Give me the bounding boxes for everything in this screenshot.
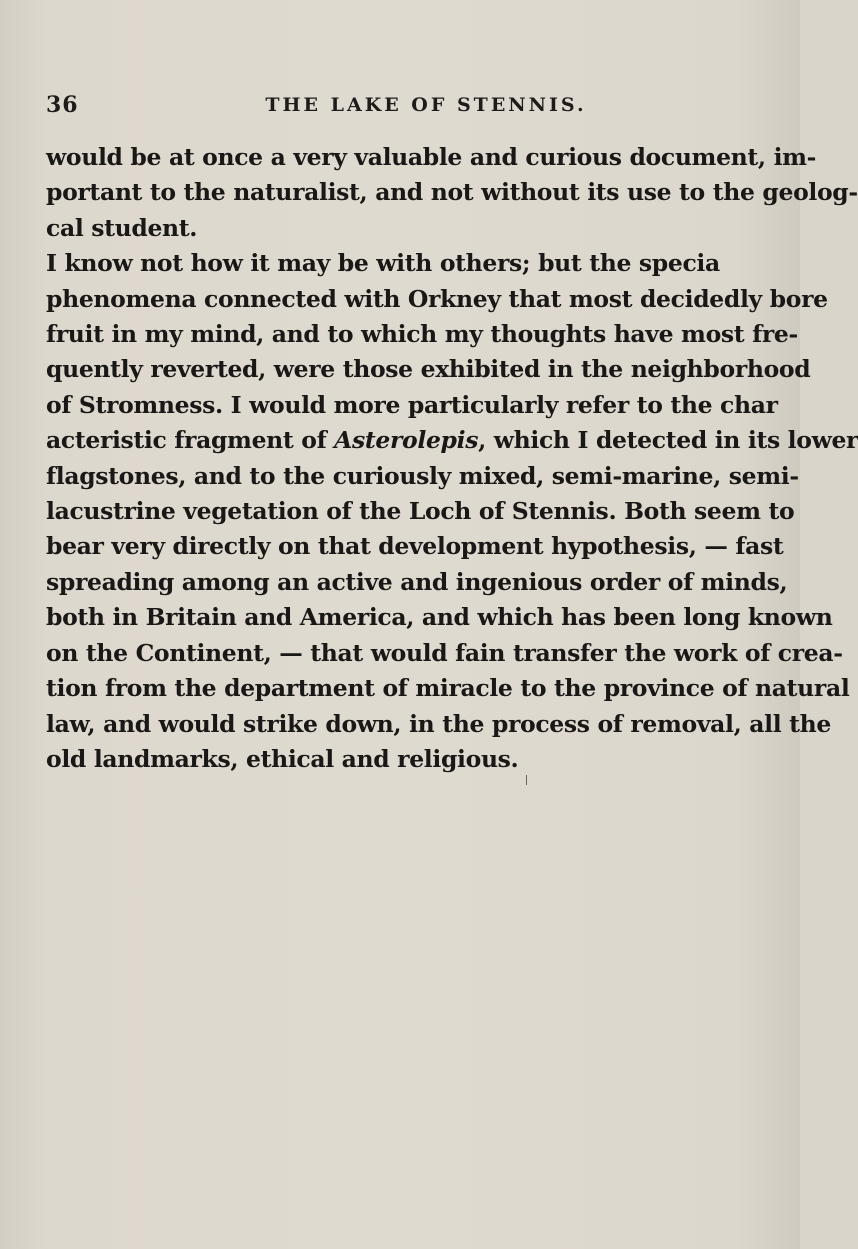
paragraph-2	[46, 246, 858, 777]
page-number: 36	[46, 92, 79, 118]
body-text	[46, 140, 858, 777]
text-line: portant to the naturalist, and not without its use to the geolog-	[46, 178, 858, 207]
text-line: quently reverted, were those exhibited in the neighborhood	[46, 355, 811, 384]
text-line: phenomena connected with Orkney that most decidedly bore	[46, 284, 828, 313]
text-line: fruit in my mind, and to which my thoughts have most fre-	[46, 320, 798, 349]
text-line: law, and would strike down, in the process of removal, all the	[46, 709, 831, 738]
text-line: old landmarks, ethical and religious.	[46, 744, 519, 773]
text-line: both in Britain and America, and which has been long known	[46, 603, 833, 632]
text-line: I know not how it may be with others; but the specia	[46, 249, 720, 278]
stray-ink-mark	[526, 775, 527, 785]
text-line: acteristic fragment of Asterolepis, which I detected in its lower	[46, 426, 858, 455]
text-line: on the Continent, — that would fain transfer the work of crea-	[46, 638, 843, 667]
text-line: spreading among an active and ingenious order of minds,	[46, 567, 788, 596]
paragraph-1	[46, 140, 858, 246]
text-line: bear very directly on that development hypothesis, — fast	[46, 532, 784, 561]
text-line: flagstones, and to the curiously mixed, semi-marine, semi-	[46, 461, 799, 490]
text-line: lacustrine vegetation of the Loch of Stennis. Both seem to	[46, 497, 795, 526]
text-line: cal student.	[46, 213, 198, 242]
running-title: THE LAKE OF STENNIS.	[265, 94, 587, 116]
genus-name: Asterolepis	[334, 426, 479, 455]
text-line: would be at once a very valuable and curious document, im-	[46, 143, 817, 171]
text-line: of Stromness. I would more particularly refer to the char	[46, 390, 778, 419]
running-head	[46, 92, 706, 122]
text-line: tion from the department of miracle to the province of natural	[46, 674, 850, 703]
